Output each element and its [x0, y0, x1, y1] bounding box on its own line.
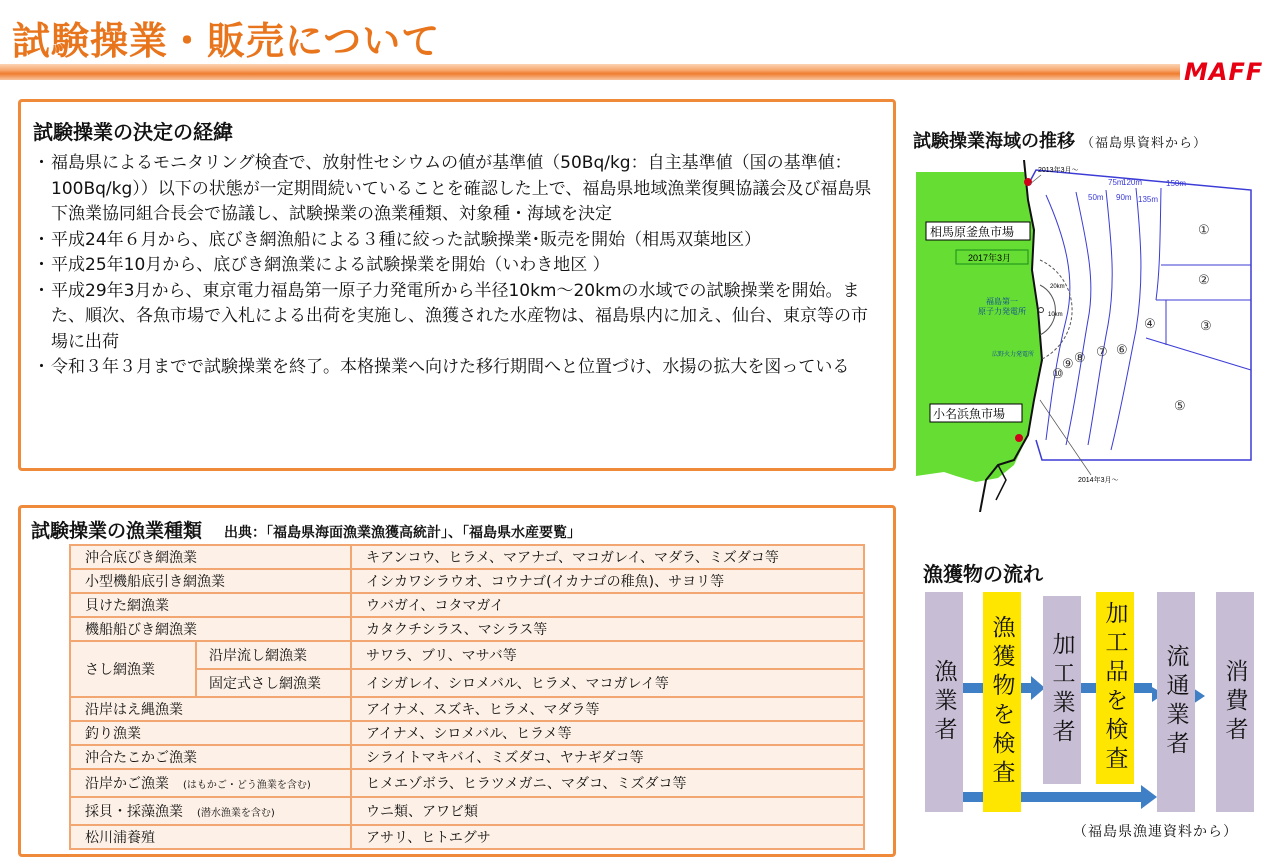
year2013-label: 2013年3月～ — [1038, 167, 1079, 174]
fishery-type: 沖合底びき網漁業 — [70, 545, 351, 569]
flow-step-distributor: 流通業者 — [1157, 592, 1195, 812]
plant-marker — [1039, 308, 1044, 313]
plant-label-1: 福島第一 — [986, 297, 1018, 306]
table-row — [70, 545, 864, 569]
fishery-type-note: (はもかご・どう漁業を含む) — [183, 780, 311, 791]
arrow-shaft — [1134, 683, 1152, 693]
flow-step-catch-inspection: 漁獲物を検査 — [983, 592, 1021, 812]
arrow-shaft — [1080, 683, 1096, 693]
radius-20km-label: 20km — [1050, 284, 1065, 290]
zone-9-label: ⑨ — [1062, 356, 1074, 371]
table-row — [70, 825, 864, 849]
page-title: 試験操業・販売について — [12, 19, 441, 63]
table-row — [70, 617, 864, 641]
radius-10km-label: 10km — [1048, 312, 1063, 318]
zone-3-label: ③ — [1200, 318, 1212, 333]
zone-10-label: ⑩ — [1052, 366, 1064, 381]
onahama-market-label: 小名浜魚市場 — [933, 407, 1006, 421]
fisheries-heading: 試験操業の漁業種類 — [31, 520, 203, 542]
flow-diagram — [925, 592, 1265, 820]
fishery-type-label: 採貝・採藻漁業 — [85, 804, 183, 820]
fishery-type-note: (潜水漁業を含む) — [197, 808, 275, 819]
year2014-label: 2014年3月～ — [1078, 477, 1119, 484]
zone-4-label: ④ — [1144, 316, 1156, 331]
history-item: ・ 平成25年10月から、底びき網漁業による試験操業を開始（いわき地区 ） — [33, 253, 879, 279]
table-row — [70, 593, 864, 617]
map-title-text: 試験操業海域の推移 — [913, 131, 1075, 152]
depth-150-label: 150m — [1166, 179, 1187, 188]
fisheries-panel — [18, 505, 896, 857]
fishery-type-label: 沿岸かご漁業 — [85, 776, 169, 792]
fishery-species: アイナメ、シロメバル、ヒラメ等 — [351, 721, 864, 745]
fishery-type — [70, 769, 351, 797]
zone-2-label: ② — [1198, 272, 1210, 287]
arrow-right-icon — [1141, 785, 1157, 809]
depth-90-label: 90m — [1116, 193, 1132, 202]
fishery-type: さし網漁業 — [70, 641, 196, 697]
flow-title: 漁獲物の流れ — [923, 562, 1043, 586]
table-row — [70, 697, 864, 721]
flow-step-product-inspection: 加工品を検査 — [1096, 592, 1134, 784]
map-title — [913, 127, 1207, 153]
fishery-species: カタクチシラス、マシラス等 — [351, 617, 864, 641]
table-row — [70, 797, 864, 825]
flow-step-consumer: 消費者 — [1216, 592, 1254, 812]
history-item: ・ 平成29年3月から、東京電力福島第一原子力発電所から半径10km～20kmの水域での試験操業を開始。また、順次、各魚市場で入札による出荷を実施し、漁獲された水産物は、福島県内に加え、仙台、東京等の市場に出荷 — [33, 279, 879, 356]
fishery-type: 貝けた網漁業 — [70, 593, 351, 617]
table-row — [70, 745, 864, 769]
depth-120-label: 120m — [1122, 178, 1143, 187]
history-item: ・ 福島県によるモニタリング検査で、放射性セシウムの値が基準値（50Bq/kg：自主基準値（国の基準値：100Bq/kg））以下の状態が一定期間続いていることを確認した上で、福島県地域漁業復興協議会及び福島県下漁業協同組合長会で協議し、試験操業の漁業種類、対象種・海域を決定 — [33, 151, 879, 228]
table-row — [70, 569, 864, 593]
fishery-species: イシガレイ、シロメバル、ヒラメ、マコガレイ等 — [351, 669, 864, 697]
fishing-area-map — [916, 160, 1256, 512]
maff-logo: MAFF — [1184, 58, 1264, 86]
zone-1-label: ① — [1198, 222, 1210, 237]
fisheries-table — [69, 544, 865, 850]
table-row — [70, 769, 864, 797]
fishery-species: サワラ、ブリ、マサバ等 — [351, 641, 864, 669]
land-area — [916, 172, 1042, 482]
flow-arrows — [925, 592, 1265, 820]
flow-step-processor: 加工業者 — [1043, 596, 1081, 784]
zone-6-label: ⑥ — [1116, 342, 1128, 357]
history-item: ・ 平成24年６月から、底びき網漁船による３種に絞った試験操業･販売を開始（相馬双葉地区） — [33, 228, 879, 254]
fishery-type — [70, 797, 351, 825]
fishery-type: 松川浦養殖 — [70, 825, 351, 849]
fishery-species: イシカワシラウオ、コウナゴ(イカナゴの稚魚)、サヨリ等 — [351, 569, 864, 593]
fishery-type: 沿岸はえ縄漁業 — [70, 697, 351, 721]
zone-5-label: ⑤ — [1174, 398, 1186, 413]
table-row — [70, 721, 864, 745]
history-item: ・ 令和３年３月までで試験操業を終了。本格操業へ向けた移行期間へと位置づけ、水揚の拡大を図っている — [33, 355, 879, 381]
history-panel — [18, 99, 896, 471]
fishery-type: 沖合たこかご漁業 — [70, 745, 351, 769]
fishery-type: 釣り漁業 — [70, 721, 351, 745]
fisheries-source: 出典：「福島県海面漁業漁獲高統計」、「福島県水産要覧」 — [224, 525, 582, 541]
depth-75-label: 75m — [1108, 178, 1124, 187]
fishery-subtype: 固定式さし網漁業 — [196, 669, 351, 697]
history-heading: 試験操業の決定の経緯 — [33, 120, 233, 144]
fishery-subtype: 沿岸流し網漁業 — [196, 641, 351, 669]
fishery-type: 小型機船底引き網漁業 — [70, 569, 351, 593]
fishery-species: ウバガイ、コタマガイ — [351, 593, 864, 617]
soma-market-label: 相馬原釜魚市場 — [930, 225, 1015, 239]
arrow-shaft — [963, 683, 983, 693]
history-list — [33, 151, 879, 381]
fishery-species: キアンコウ、ヒラメ、マアナゴ、マコガレイ、マダラ、ミズダコ等 — [351, 545, 864, 569]
zone-7-label: ⑦ — [1096, 344, 1108, 359]
map-source-note: （福島県資料から） — [1081, 136, 1208, 151]
hirono-plant-label: 広野火力発電所 — [992, 352, 1035, 358]
depth-135-label: 135m — [1138, 195, 1159, 204]
flow-step-fisher: 漁業者 — [925, 592, 963, 812]
fishery-species: ウニ類、アワビ類 — [351, 797, 864, 825]
year2017-label: 2017年3月 — [968, 253, 1012, 263]
fishery-type: 機船船びき網漁業 — [70, 617, 351, 641]
plant-label-2: 原子力発電所 — [978, 307, 1026, 316]
onahama-market-marker — [1015, 434, 1023, 442]
soma-market-marker — [1024, 178, 1032, 186]
title-underline — [0, 64, 1180, 80]
fishery-species: アイナメ、スズキ、ヒラメ、マダラ等 — [351, 697, 864, 721]
fishery-species: アサリ、ヒトエグサ — [351, 825, 864, 849]
zone-8-label: ⑧ — [1074, 350, 1086, 365]
table-row — [70, 641, 864, 669]
depth-50-label: 50m — [1088, 193, 1104, 202]
fishery-species: ヒメエゾボラ、ヒラツメガニ、マダコ、ミズダコ等 — [351, 769, 864, 797]
fishery-species: シライトマキバイ、ミズダコ、ヤナギダコ等 — [351, 745, 864, 769]
flow-source-note: （福島県漁連資料から） — [1073, 824, 1238, 840]
